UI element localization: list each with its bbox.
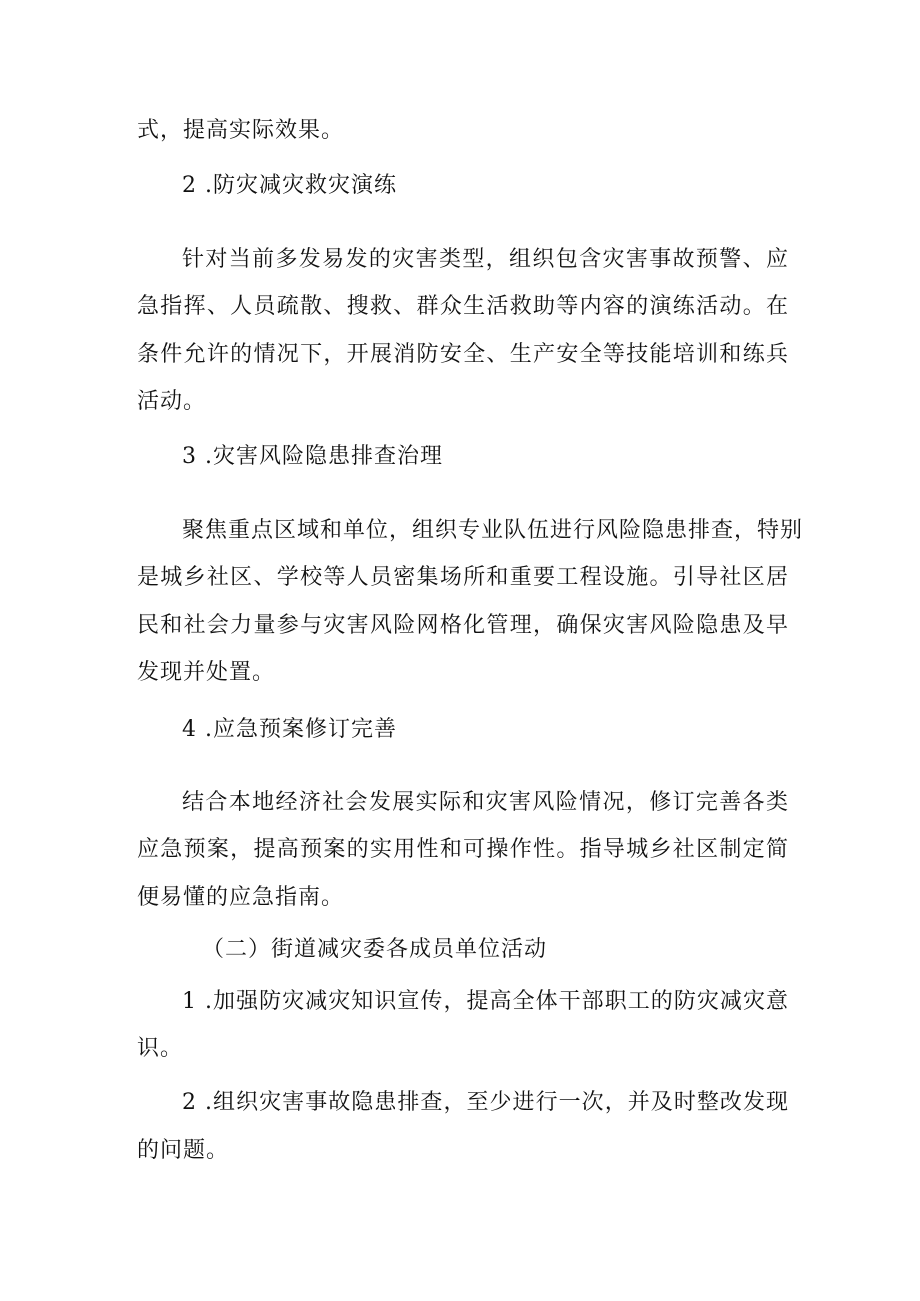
paragraph-line: 式，提高实际效果。 [137,118,345,143]
paragraph-line: 民和社会力量参与灾害风险网格化管理，确保灾害风险隐患及早 [137,613,789,638]
paragraph-line: 活动。 [137,389,207,414]
section-heading: 4 .应急预案修订完善 [182,717,397,742]
section-heading: 3 .灾害风险隐患排查治理 [182,444,443,469]
paragraph-line: 急指挥、人员疏散、搜救、群众生活救助等内容的演练活动。在 [137,294,789,319]
paragraph-line: 聚焦重点区域和单位，组织专业队伍进行风险隐患排查，特别 [182,518,804,543]
paragraph-line: 结合本地经济社会发展实际和灾害风险情况，修订完善各类 [182,790,789,815]
paragraph-line: 识。 [137,1036,184,1061]
paragraph-line: 2 .组织灾害事故隐患排查，至少进行一次，并及时整改发现 [182,1090,789,1115]
paragraph-line: 条件允许的情况下，开展消防安全、生产安全等技能培训和练兵 [137,342,789,367]
paragraph-line: 是城乡社区、学校等人员密集场所和重要工程设施。引导社区居 [137,565,789,590]
section-heading: 2 .防灾减灾救灾演练 [182,173,397,198]
paragraph-line: 便易懂的应急指南。 [137,885,345,910]
paragraph-line: 1 .加强防灾减灾知识宣传，提高全体干部职工的防灾减灾意 [182,989,789,1014]
paragraph-line: 的问题。 [137,1138,230,1163]
subsection-heading: （二）街道减灾委各成员单位活动 [202,937,548,962]
paragraph-line: 针对当前多发易发的灾害类型，组织包含灾害事故预警、应 [182,247,789,272]
paragraph-line: 发现并处置。 [137,660,276,685]
paragraph-line: 应急预案，提高预案的实用性和可操作性。指导城乡社区制定简 [137,837,789,862]
